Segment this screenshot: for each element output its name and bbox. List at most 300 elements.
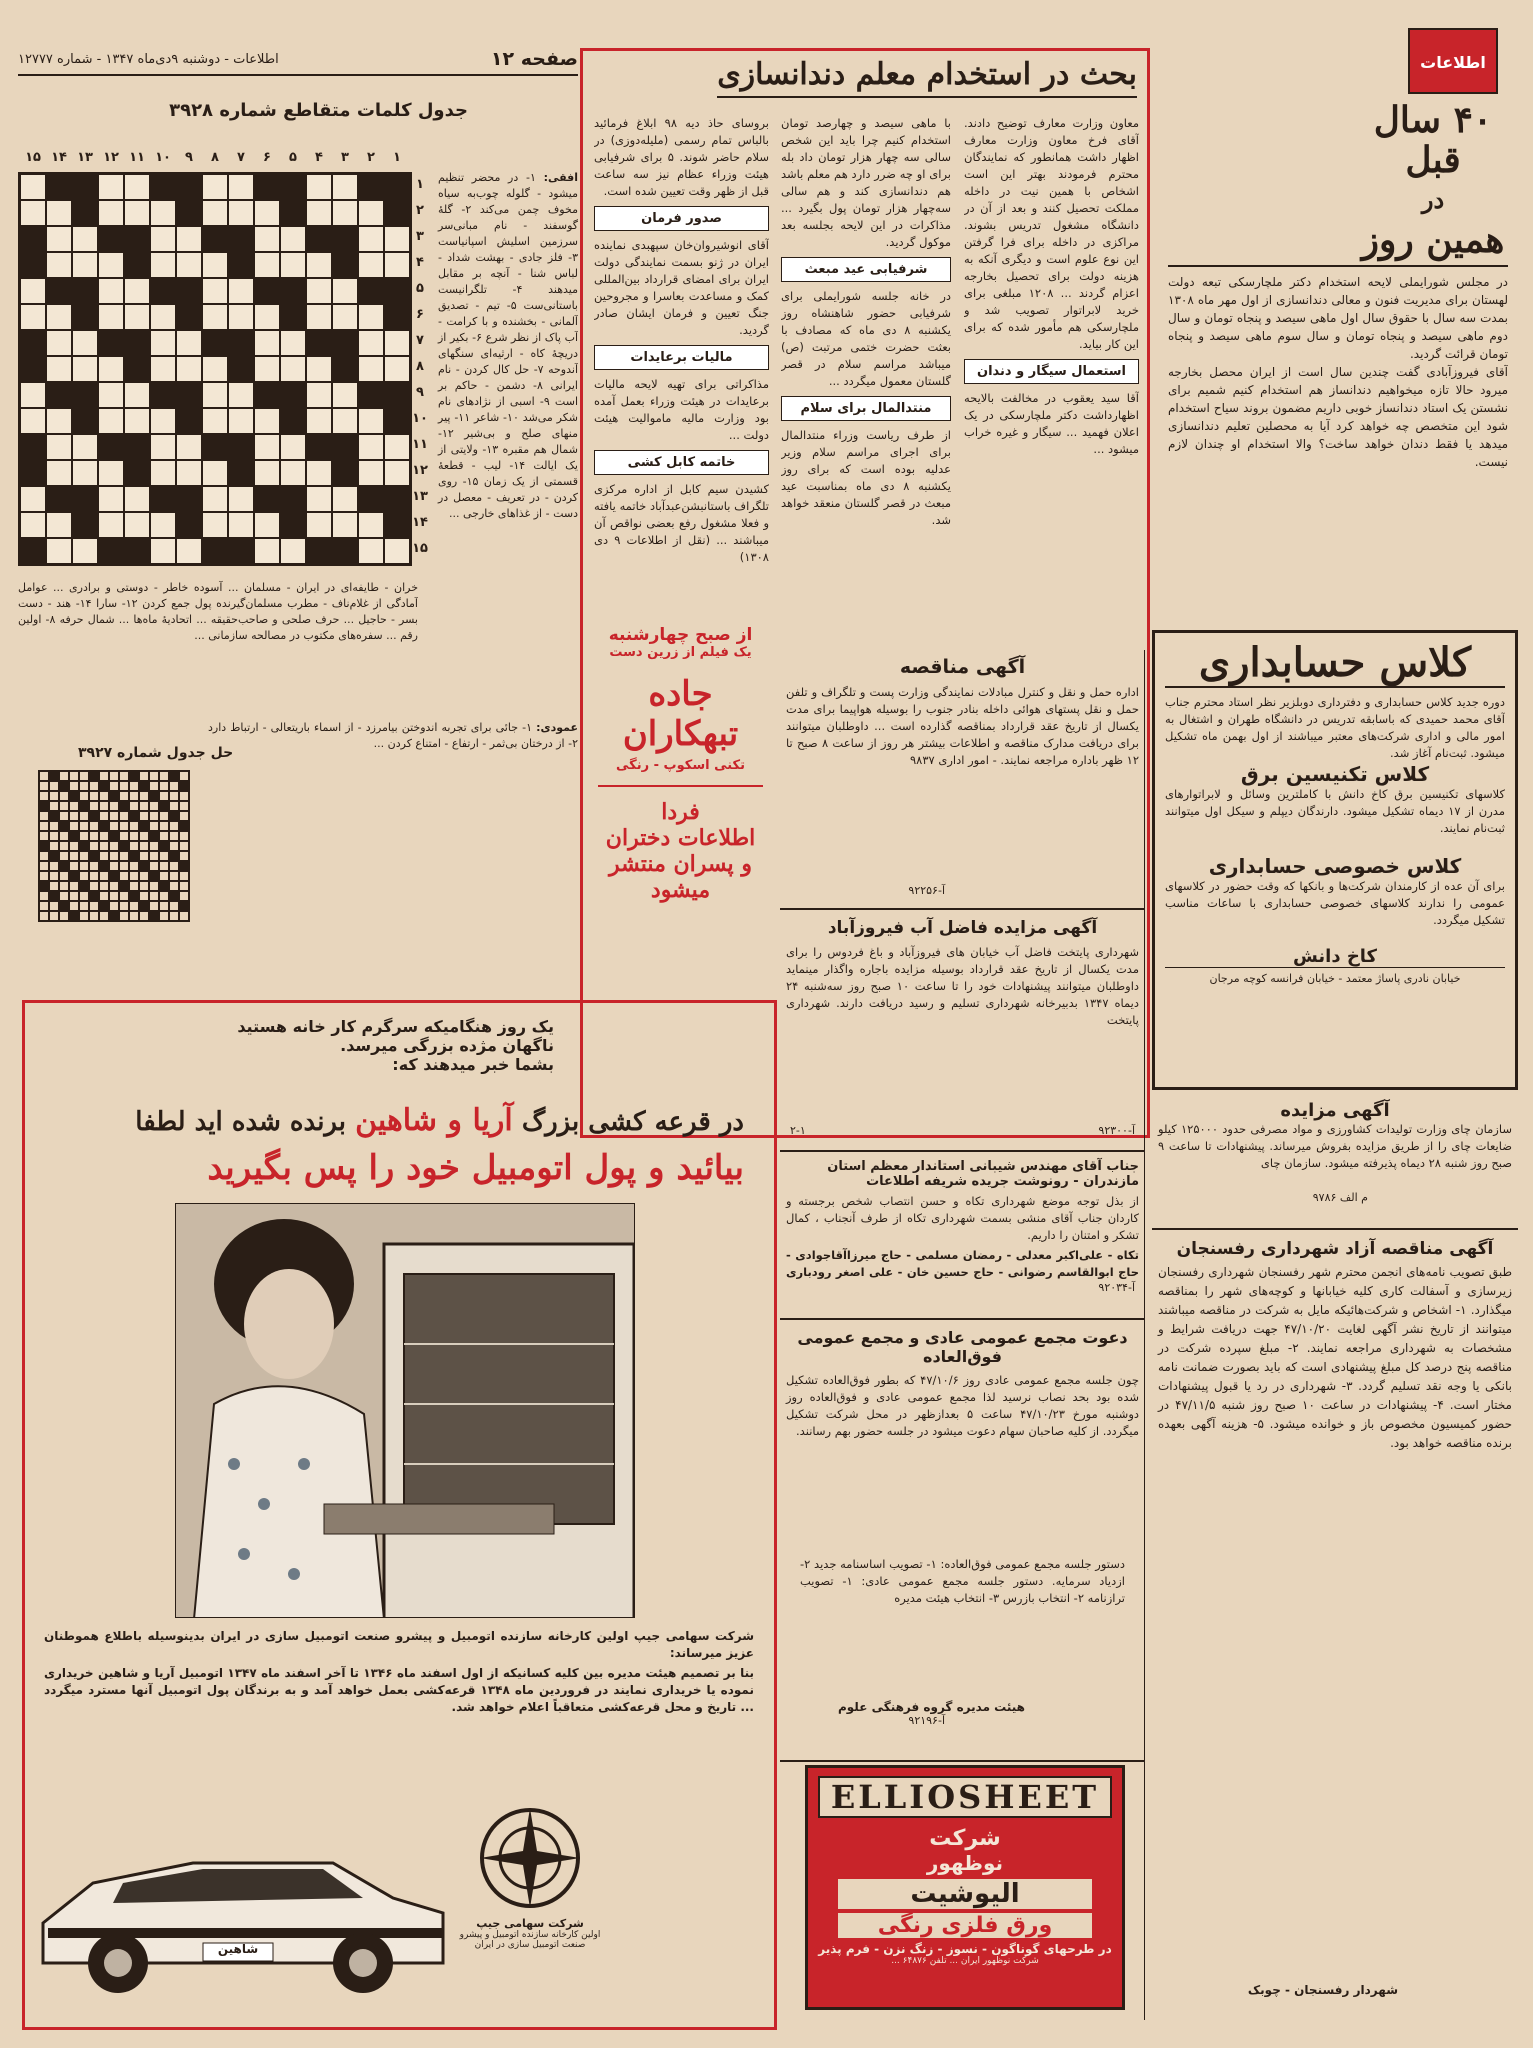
crossword-row-number: ۱۲ <box>412 463 428 478</box>
solution-cell <box>179 911 189 921</box>
solution-cell <box>159 811 169 821</box>
crossword-title: جدول کلمات متقاطع شماره ۳۹۲۸ <box>169 100 468 121</box>
solution-cell <box>69 841 79 851</box>
solution-cell <box>39 831 49 841</box>
history-para2-text: آقای فیروزآبادی گفت چندین سال است از ایران محصل بخارجه میرود حالا تازه میخواهیم دندانساز هم استخدام کنیم شمیم برای نشستن یک استاد دندانساز خوبی داریم مضمون بروند سیاح استخدام شود این متخصص چه خواهد کرد آیا به محصلین تعلیم دندانسازی میدهد یا فقط دندان خواهد ساخت؟ والا استخدام او چندان لازم نیست. <box>1168 365 1508 469</box>
congrats-text: از بذل توجه موضع شهرداری تکاه و حسن انتصاب شخص برجسته و کاردان جناب آقای منشی بسمت شهرداری تکاه از طرف آنجناب ، کمال تشکر و امتنان را داریم. <box>786 1194 1139 1242</box>
solution-cell <box>149 821 159 831</box>
solution-cell <box>149 881 159 891</box>
crossword-col-number: ۱۱ <box>129 150 145 165</box>
crossword-col-number: ۸ <box>211 150 219 165</box>
solution-cell <box>159 871 169 881</box>
tomorrow-2: اطلاعات دختران <box>605 825 756 851</box>
solution-cell <box>149 811 159 821</box>
solution-cell <box>139 811 149 821</box>
solution-grid <box>38 770 190 922</box>
crossword-col-number: ۶ <box>263 150 271 165</box>
crossword-row-number: ۲ <box>416 203 424 218</box>
film-title-2: تبهکاران <box>622 714 739 754</box>
solution-block <box>59 781 69 791</box>
solution-cell <box>119 861 129 871</box>
solution-block <box>159 881 169 891</box>
solution-cell <box>139 871 149 881</box>
solution-block <box>89 851 99 861</box>
solution-block <box>89 771 99 781</box>
solution-block <box>99 821 109 831</box>
solution-cell <box>169 781 179 791</box>
newspaper-logo-text: اطلاعات <box>1420 53 1486 72</box>
solution-cell <box>139 881 149 891</box>
crossword-col-numbers <box>18 150 410 170</box>
solution-cell <box>79 821 89 831</box>
solution-cell <box>179 831 189 841</box>
solution-cell <box>169 881 179 891</box>
crossword-col-number: ۱۰ <box>155 150 171 165</box>
solution-cell <box>49 881 59 891</box>
solution-cell <box>139 831 149 841</box>
tomorrow-1: فردا <box>661 799 700 825</box>
across-label: افقی: <box>543 171 578 184</box>
elliosheet-tagline: در طرحهای گوناگون - نسوز - زنگ نزن - فرم پذیر <box>818 1942 1112 1956</box>
solution-block <box>89 811 99 821</box>
solution-block <box>59 901 69 911</box>
film-promo <box>588 615 773 995</box>
solution-cell <box>39 871 49 881</box>
solution-cell <box>69 821 79 831</box>
solution-cell <box>159 781 169 791</box>
solution-cell <box>149 771 159 781</box>
solution-block <box>129 891 139 901</box>
crossword-col-number: ۲ <box>367 150 375 165</box>
sub-cable: خاتمه کابل کشی <box>594 450 769 475</box>
solution-cell <box>79 861 89 871</box>
solution-cell <box>159 861 169 871</box>
solution-cell <box>179 851 189 861</box>
solution-cell <box>89 801 99 811</box>
solution-block <box>79 881 89 891</box>
solution-block <box>39 881 49 891</box>
solution-cell <box>59 771 69 781</box>
solution-cell <box>179 811 189 821</box>
rafsanjan-sign: شهردار رفسنجان - چوبک <box>1247 1983 1398 1997</box>
car-intro-1: یک روز هنگامیکه سرگرم کار خانه هستید <box>237 1017 554 1036</box>
accounting-address: خیابان نادری پاساژ معتمد - خیابان فرانسه کوچه مرجان <box>1165 967 1505 985</box>
elliosheet-company-1: شرکت <box>929 1826 1001 1851</box>
congrats-signers: تکاه - علی‌اکبر معدلی - رمضان مسلمی - حاج میرزاآقاجوادی - حاج ابوالقاسم رضوانی - حاج حسین خان - علی اصغر رودباری <box>786 1248 1139 1279</box>
crossword-row-number: ۱۵ <box>412 541 428 556</box>
solution-block <box>39 801 49 811</box>
solution-cell <box>49 861 59 871</box>
sub-mabath-text: در خانه جلسه شورایملی برای شرفیابی حضور شاهنشاه روز یکشنبه ۸ دی ماه که مصادف با بعثت حضرت ختمی مرتبت (ص) میباشد مراسم سلام در قصر گلستان معمول میگردد ... <box>781 289 951 388</box>
solution-block <box>109 791 119 801</box>
solution-cell <box>109 771 119 781</box>
middle-ads-column <box>780 650 1145 2020</box>
history-title <box>1358 100 1508 260</box>
solution-cell <box>59 881 69 891</box>
solution-cell <box>169 911 179 921</box>
solution-block <box>119 881 129 891</box>
crossword-continued <box>18 580 418 700</box>
solution-cell <box>159 851 169 861</box>
auction-ad <box>780 912 1145 1152</box>
auction-text: شهرداری پایتخت فاضل آب خیابان های فیروزآباد و باغ فردوس را برای مدت یکسال از تاریخ عقد قرارداد بوسیله مزایده باجاره واگذار مینماید داوطلبان میتوانند پیشنهادات خود را تا ساعت ۱۰ صبح روز سه‌شنبه ۲۴ دیماه ۱۳۴۷ بدبیرخانه شهرداری تسلیم و رسید دریافت دارند. شهرداری پایتخت <box>786 945 1140 1027</box>
solution-cell <box>39 771 49 781</box>
sub-salam: منتدالمال برای سلام <box>781 396 951 421</box>
solution-cell <box>89 871 99 881</box>
solution-cell <box>89 901 99 911</box>
solution-cell <box>119 781 129 791</box>
car-headline-1: در قرعه کشی بزرگ <box>521 1107 744 1137</box>
solution-cell <box>159 911 169 921</box>
sub-farman: صدور فرمان <box>594 206 769 231</box>
solution-block <box>49 811 59 821</box>
accounting-sub-1: کلاس تکنیسین برق <box>1240 762 1430 786</box>
solution-cell <box>179 791 189 801</box>
solution-cell <box>119 911 129 921</box>
solution-cell <box>39 821 49 831</box>
solution-cell <box>89 881 99 891</box>
solution-cell <box>69 851 79 861</box>
solution-cell <box>39 781 49 791</box>
solution-cell <box>129 801 139 811</box>
solution-cell <box>39 811 49 821</box>
history-intro <box>1168 265 1508 625</box>
accounting-text-1: دوره جدید کلاس حسابداری و دفترداری دوبلزیر نظر استاد محترم جناب آقای محمد حمیدی که باسابقه تدریس در دانشگاه طهران و اشتغال به امور مالی و اداری شرکت‌های معتبر میباشند از اول بهمن ماه تشکیل میشود. ثبت‌نام آغاز شد. <box>1165 695 1505 760</box>
solution-cell <box>179 891 189 901</box>
solution-block <box>159 801 169 811</box>
solution-cell <box>179 801 189 811</box>
solution-cell <box>49 781 59 791</box>
solution-cell <box>129 901 139 911</box>
solution-block <box>99 861 109 871</box>
crossword-row-number: ۷ <box>416 333 424 348</box>
solution-cell <box>99 771 109 781</box>
article-title: بحث در استخدام معلم دندانسازی <box>717 57 1137 98</box>
accounting-text-3: برای آن عده از کارمندان شرکت‌ها و بانکها که وقت حضور در کلاسهای عمومی را ندارند کلاسهای خصوصی حسابداری با ساعات مناسب تشکیل میگردد. <box>1165 879 1505 927</box>
solution-block <box>69 871 79 881</box>
solution-cell <box>99 891 109 901</box>
solution-block <box>69 831 79 841</box>
solution-cell <box>79 911 89 921</box>
article-col-2-text: با ماهی سیصد و چهارصد تومان استخدام کنیم چرا باید این شخص سالی سه چهار هزار تومان داد بله برای او چه ضرر دارد هم معلم باشد هم دندانسازی کند و هم سالی سه‌چهار هزار تومان پول بگیرد ... مذاکرات در این لایحه بجلسه بعد موکول گردید. <box>781 116 951 249</box>
solution-block <box>119 801 129 811</box>
jeep-logo-sub: اولین کارخانه سازنده اتومبیل و پیشرو صنعت اتومبیل سازی در ایران <box>459 1930 601 1950</box>
solution-cell <box>49 821 59 831</box>
solution-cell <box>99 911 109 921</box>
film-tag: تکنی اسکوپ - رنگی <box>616 758 745 773</box>
solution-cell <box>129 861 139 871</box>
film-line2: یک فیلم از زرین دست <box>609 645 752 660</box>
issue-line: اطلاعات - دوشنبه ۹دی‌ماه ۱۳۴۷ - شماره ۱۲۷۷۷ <box>18 52 279 67</box>
solution-cell <box>139 891 149 901</box>
car-intro-2: ناگهان مژده بزرگی میرسد. <box>340 1036 554 1055</box>
crossword-col-number: ۴ <box>315 150 323 165</box>
solution-cell <box>129 841 139 851</box>
solution-cell <box>109 891 119 901</box>
solution-cell <box>119 851 129 861</box>
solution-cell <box>99 881 109 891</box>
car-headline <box>135 1103 744 1138</box>
solution-cell <box>159 891 169 901</box>
solution-cell <box>119 831 129 841</box>
solution-cell <box>129 781 139 791</box>
solution-cell <box>149 851 159 861</box>
solution-block <box>109 911 119 921</box>
accounting-sub-3: کاخ دانش <box>1292 946 1378 967</box>
solution-block <box>109 871 119 881</box>
compass-logo-icon <box>475 1803 585 1913</box>
solution-cell <box>169 831 179 841</box>
solution-cell <box>49 871 59 881</box>
sub-cable-text: کشیدن سیم کابل از اداره مرکزی تلگراف باستانبشن‌عبدآباد خاتمه یافته و فعلا مشغول رفع بعضی نواقص آن میباشند ... (نقل از اطلاعات ۹ دی ۱۳۰۸) <box>594 482 769 564</box>
solution-block <box>139 901 149 911</box>
tea-ad <box>1152 1100 1518 1230</box>
solution-block <box>99 781 109 791</box>
crossword-row-number: ۹ <box>416 385 424 400</box>
solution-block <box>79 801 89 811</box>
solution-cell <box>159 771 169 781</box>
solution-block <box>119 841 129 851</box>
elliosheet-brand-latin: ELLIOSHEET <box>818 1776 1112 1818</box>
newspaper-logo <box>1408 28 1498 94</box>
crossword-down <box>208 720 578 970</box>
tea-text: سازمان چای وزارت تولیدات کشاورزی و مواد مصرفی حدود ۱۲۵۰۰۰ کیلو ضایعات چای را از طریق مزایده بفروش میرساند. پیشنهادات تا ساعت ۹ صبح روز شنبه ۲۸ دیماه پذیرفته میشود. سازمان چای <box>1158 1122 1512 1170</box>
solution-cell <box>59 791 69 801</box>
solution-block <box>149 911 159 921</box>
car-subheadline: بیائید و پول اتومبیل خود را پس بگیرید <box>207 1148 744 1188</box>
crossword-row-number: ۶ <box>416 307 424 322</box>
solution-cell <box>109 811 119 821</box>
solution-cell <box>69 861 79 871</box>
oven-illustration <box>175 1204 634 1618</box>
jeep-logo-text: شرکت سهامی جیپ <box>476 1917 584 1930</box>
sub-tax-text: مذاکراتی برای تهیه لایحه مالیات برعایدات در هیئت وزراء بعمل آمده بود وزارت مالیه ماموالیت هیئت دولت ... <box>594 377 769 442</box>
solution-cell <box>169 801 179 811</box>
page-label: صفحه ۱۲ <box>490 48 578 70</box>
solution-cell <box>139 851 149 861</box>
down-clues: ۱- جائی برای تجربه اندوختن بیامرزد - از اسماء باریتعالی - ارتباط دارد ۲- از درختان بی‌ثمر - ارتفاع - امتناع کردن ... <box>208 721 578 750</box>
solution-cell <box>69 891 79 901</box>
solution-cell <box>49 901 59 911</box>
solution-cell <box>49 801 59 811</box>
solution-block <box>59 861 69 871</box>
solution-cell <box>59 891 69 901</box>
solution-block <box>49 851 59 861</box>
solution-cell <box>129 911 139 921</box>
crossword-section <box>18 80 578 980</box>
solution-cell <box>99 791 109 801</box>
solution-cell <box>149 861 159 871</box>
solution-cell <box>99 871 109 881</box>
assembly-agenda: دستور جلسه مجمع عمومی فوق‌العاده: ۱- تصویب اساسنامه جدید ۲- ازدیاد سرمایه. دستور جلسه مجمع عمومی عادی: ۱- تصویب ترازنامه ۲- انتخاب بازرس ۳- انتخاب هیئت مدیره <box>800 1557 1125 1605</box>
sub-farman-text: آقای انوشیروان‌خان سپهبدی نماینده ایران در ژنو بسمت نمایندگی دولت ایران برای امضای قرارداد بین‌المللی کمک و مساعدت بعاسرا و مجروحین جنگ تعیین و فرمان ایشان صادر گردید. <box>594 238 769 337</box>
car-body: بنا بر تصمیم هیئت مدیره بین کلیه کسانیکه از اول اسفند ماه ۱۳۴۶ تا آخر اسفند ماه ۱۳۴۷ اتومبیل آریا و شاهین خریداری نموده یا خریداری نمایند در فروردین ماه ۱۳۴۸ قرعه‌کشی بعمل خواهد آمد و به برندگان پول اتومبیل آنها مسترد میگردد ... تاریخ و محل قرعه‌کشی متعاقباً اعلام خواهد شد. <box>44 1666 754 1714</box>
solution-cell <box>39 891 49 901</box>
history-intro-text: در مجلس شورایملی لایحه استخدام دکتر ملچارسکی تبعه دولت لهستان برای مدیریت فنون و معالی دندانسازی از اول مهر ماه ۱۳۰۸ بمدت سه سال با حقوق سال اول ماهی سیصد و پنجاه تومان و سال دوم ماهی سیصد و پنجاه تومان و سال سوم ماهی سیصد و پنجاه تومان قرائت گردید. <box>1168 275 1508 361</box>
down-label: عمودی: <box>536 721 578 734</box>
solution-block <box>109 831 119 841</box>
crossword-col-number: ۳ <box>341 150 349 165</box>
solution-cell <box>179 881 189 891</box>
film-title-1: جاده <box>648 674 713 714</box>
car-illustration <box>33 1803 453 2003</box>
tomorrow-4: میشود <box>650 877 711 903</box>
solution-cell <box>159 831 169 841</box>
solution-cell <box>69 881 79 891</box>
crossword-row-number: ۱۳ <box>412 489 428 504</box>
solution-block <box>129 811 139 821</box>
solution-cell <box>69 771 79 781</box>
car-caption: شرکت سهامی جیپ اولین کارخانه سازنده اتومبیل و پیشرو صنعت اتومبیل سازی در ایران بدینوسیله باطلاع هموطنان عزیز میرساند: <box>44 1629 754 1660</box>
solution-cell <box>129 881 139 891</box>
solution-block <box>69 791 79 801</box>
solution-block <box>99 901 109 911</box>
solution-cell <box>79 851 89 861</box>
solution-cell <box>139 791 149 801</box>
elliosheet-company-2: نوظهور <box>926 1851 1004 1875</box>
solution-cell <box>89 831 99 841</box>
elliosheet-brand-persian: الیوشیت <box>838 1879 1092 1909</box>
crossword-col-number: ۷ <box>237 150 245 165</box>
accounting-title: کلاس حسابداری <box>1165 639 1505 688</box>
solution-cell <box>139 841 149 851</box>
solution-block <box>59 821 69 831</box>
accounting-ad <box>1152 630 1518 1090</box>
solution-cell <box>79 791 89 801</box>
solution-block <box>129 771 139 781</box>
crossword-row-number: ۳ <box>416 229 424 244</box>
crossword-col-number: ۱۲ <box>103 150 119 165</box>
crossword-col-number: ۱۴ <box>51 150 67 165</box>
car-ad <box>22 1000 777 2030</box>
car-ad-intro <box>237 1017 554 1074</box>
solution-cell <box>119 871 129 881</box>
solution-block <box>49 891 59 901</box>
elliosheet-ad <box>805 1765 1125 2010</box>
sub-cigarette-text: آقا سید یعقوب در مخالفت بالایحه اظهارداشت دکتر ملچارسکی در یک اعلان فهمید ... سیگار و غیره خراب میشود ... <box>964 391 1139 456</box>
solution-cell <box>169 841 179 851</box>
solution-cell <box>139 771 149 781</box>
solution-cell <box>159 901 169 911</box>
solution-cell <box>129 821 139 831</box>
solution-block <box>149 831 159 841</box>
solution-cell <box>179 871 189 881</box>
car-headline-3: برنده شده اید لطفا <box>135 1107 347 1137</box>
solution-cell <box>69 781 79 791</box>
solution-cell <box>79 871 89 881</box>
crossword-row-number: ۱۰ <box>412 411 428 426</box>
assembly-text: چون جلسه مجمع عمومی عادی روز ۴۷/۱۰/۶ که بطور فوق‌العاده تشکیل شده بود بحد نصاب نرسید لذا مجمع عمومی عادی و فوق‌العاده روز دوشنبه مورخ ۴۷/۱۰/۲۳ ساعت ۵ بعدازظهر در محل شرکت تشکیل میگردد. از کلیه صاحبان سهام دعوت میشود در جلسه حضور بهم رسانند. <box>786 1373 1139 1438</box>
assembly-ad <box>780 1322 1145 1762</box>
solution-cell <box>99 831 109 841</box>
across-clues: ۱- در محضر تنظیم میشود - گلوله چوب‌به سیاه مخوف چمن می‌کند ۲- گلهٔ گوسفند - نام مبانی‌سر سرزمین اسلیش اسپانیاست ۳- فلز جادی - بهشت شداد - لباس شنا - آنچه بر مقابل میدهند ۴- تلگرانیست باستانی‌ست ۵- تیم - تصدیق آلمانی - بخشنده و با کرامت - آب پاک از نظر شرع ۶- بکیر از دریچهٔ کاه - ارثیه‌ای سنگهای آندوحه ۷- حل کال کردن - نام ایرانی ۸- دشمن - حاکم بر است ۹- اسبی از نژادهای نام شکر می‌شد ۱۰- شاعر ۱۱- پیر منهای صلح و بی‌شیر ۱۲- شمال هم مقبره ۱۳- ولایتی از یک ایالت ۱۴- لیب - قطعهٔ قسمتی از یک زمان ۱۵- روی کردن - در تعریف - معصل در دست - از غذاهای خارجی ... <box>438 171 578 520</box>
solution-block <box>69 911 79 921</box>
solution-block <box>139 821 149 831</box>
solution-cell <box>159 791 169 801</box>
sub-tax: مالیات برعایدات <box>594 345 769 370</box>
solution-cell <box>109 881 119 891</box>
auction-ref: آ-۹۲۳۰۰ <box>1098 1124 1135 1137</box>
solution-cell <box>49 841 59 851</box>
solution-block <box>89 891 99 901</box>
solution-cell <box>169 861 179 871</box>
solution-block <box>179 821 189 831</box>
solution-cell <box>109 841 119 851</box>
crossword-col-number: ۹ <box>185 150 193 165</box>
solution-cell <box>59 831 69 841</box>
solution-cell <box>149 781 159 791</box>
solution-block <box>179 781 189 791</box>
solution-cell <box>149 901 159 911</box>
solution-title: حل جدول شماره ۳۹۲۷ <box>78 745 234 761</box>
solution-cell <box>59 801 69 811</box>
solution-cell <box>149 841 159 851</box>
sub-salam-text: از طرف ریاست وزراء منتدالمال برای اجرای مراسم سلام وزیر عدلیه بوده است که برای روز یکشنبه ۸ دی ماه بمناسبت عید مبعث در قصر گلستان منعقد خواهد شد. <box>781 428 951 527</box>
accounting-text-2: کلاسهای تکنیسین برق کاخ دانش با کاملترین وسائل و لابراتوارهای مدرن از ۱۷ دیماه تشکیل میشود. دارندگان دیپلم و سیکل اول میتوانند ثبت‌نام نمایند. <box>1165 787 1505 835</box>
article-col-1-text: معاون وزارت معارف توضیح دادند. آقای فرخ معاون وزارت معارف اظهار داشت همانطور که نمایندگان محترم فرمودند بهتر این است اشخاص با همین نیت در داخله مملکت تحصیل کنند و بعد از آن در دانشگاه مشغول تدریس بشوند. مراکزی در داخله برای فرا گرفتن این نوع علوم است و دیگری آنکه به هزینه دولت برای تحصیل بخارجه اعزام گردند ... ۱۲۰۸ مبلغی برای خرید لابراتوار تصویب شد و ملچارسکی هم مأمور شده که برای این کار بیاید. <box>964 116 1139 351</box>
solution-cell <box>129 791 139 801</box>
crossword-col-number: ۵ <box>289 150 297 165</box>
solution-cell <box>79 811 89 821</box>
crossword-row-number: ۱ <box>416 177 424 192</box>
tea-ref: م الف ۹۷۸۶ <box>1312 1191 1368 1204</box>
solution-block <box>39 841 49 851</box>
tomorrow-3: و پسران منتشر <box>609 851 752 877</box>
solution-cell <box>39 791 49 801</box>
page-header <box>18 46 578 76</box>
solution-cell <box>49 911 59 921</box>
crossword-row-number: ۴ <box>416 255 424 270</box>
solution-cell <box>99 841 109 851</box>
jeep-logo <box>455 1803 605 2023</box>
crossword-row-number: ۸ <box>416 359 424 374</box>
solution-cell <box>39 911 49 921</box>
continued-clues: خران - طایفه‌ای در ایران - مسلمان ... آسوده خاطر - دوستی و برادری ... عوامل آمادگی از غلام‌ناف - مطرب مسلمان‌گیرنده پول جمع کردن ۱۲- سارا ۱۴- هند - دست بسر - حاجیل ... حرف صلحی و صاحب‌حقیقه ... اتحادیهٔ ماه‌ها ... شمال حرفه ۸- اولین رقم ... سفره‌های مکتوب در مصالحه سازمانی ... <box>18 581 418 642</box>
solution-cell <box>159 821 169 831</box>
solution-cell <box>49 791 59 801</box>
sub-cigarette: استعمال سیگار و دندان <box>964 359 1139 384</box>
congrats-title: جناب آقای مهندس شیبانی استاندار معظم استان مازندران - رونوشت جریده شریفه اطلاعات <box>827 1159 1139 1189</box>
elliosheet-address: شرکت نوظهور ایران ... تلفن ۶۴۸۷۶ ... <box>891 1956 1039 1966</box>
solution-cell <box>119 811 129 821</box>
solution-cell <box>139 911 149 921</box>
solution-cell <box>89 791 99 801</box>
film-line1: از صبح چهارشنبه <box>608 625 753 645</box>
solution-block <box>139 781 149 791</box>
congrats-ref: آ-۹۲۰۳۴ <box>1098 1281 1135 1294</box>
solution-cell <box>149 891 159 901</box>
solution-cell <box>69 801 79 811</box>
solution-cell <box>89 781 99 791</box>
auction-num: ۲-۱ <box>790 1124 806 1137</box>
solution-block <box>169 891 179 901</box>
crossword-col-number: ۱ <box>393 150 401 165</box>
solution-cell <box>109 861 119 871</box>
rafsanjan-text: طبق تصویب نامه‌های انجمن محترم شهر رفسنجان شهرداری رفسنجان زیرسازی و آسفالت کاری کلیه خیابانها و کوچه‌های شهر را بمناقصه میگذارد. ۱- اشخاص و شرکت‌هائیکه مایل به شرکت در مناقصه میباشند میتوانند از تاریخ نشر آگهی لغایت ۴۷/۱۰/۲۰ جهت دریافت شرایط و مشخصات به شهرداری مراجعه نمایند. ۲- مبلغ سپرده شرکت در مناقصه پنج درصد کل مبلغ پیشنهادی است که باید بصورت ضمانت نامه بانکی یا وجه نقد تسلیم گردد. ۳- شهرداری در رد یا قبول پیشنهادات مختار است. ۴- پیشنهادات در ساعت ۱۰ صبح روز شنبه ۴۷/۱۱/۵ در حضور کمیسیون مخصوص باز و خوانده میشود. ۵- هزینه آگهی بعهده برنده مناقصه خواهد بود. <box>1158 1265 1513 1450</box>
solution-cell <box>39 861 49 871</box>
solution-cell <box>119 821 129 831</box>
solution-cell <box>59 911 69 921</box>
car-intro-3: بشما خبر میدهند که: <box>392 1055 554 1074</box>
solution-block <box>149 791 159 801</box>
solution-cell <box>79 891 89 901</box>
solution-cell <box>89 841 99 851</box>
solution-cell <box>179 841 189 851</box>
solution-block <box>179 901 189 911</box>
congrats-ad <box>780 1155 1145 1320</box>
crossword-row-number: ۱۱ <box>412 437 428 452</box>
article-col-3-text: بروسای حاذ دیه ۹۸ ابلاغ فرمائید بالباس تمام رسمی (ملیله‌دوزی) در سلام حاضر شوند. ۵ برای شرفیابی هیئت وزراء عظام نیز سه ساعت قبل از ظهر وقت تعیین شده است. <box>594 116 769 198</box>
